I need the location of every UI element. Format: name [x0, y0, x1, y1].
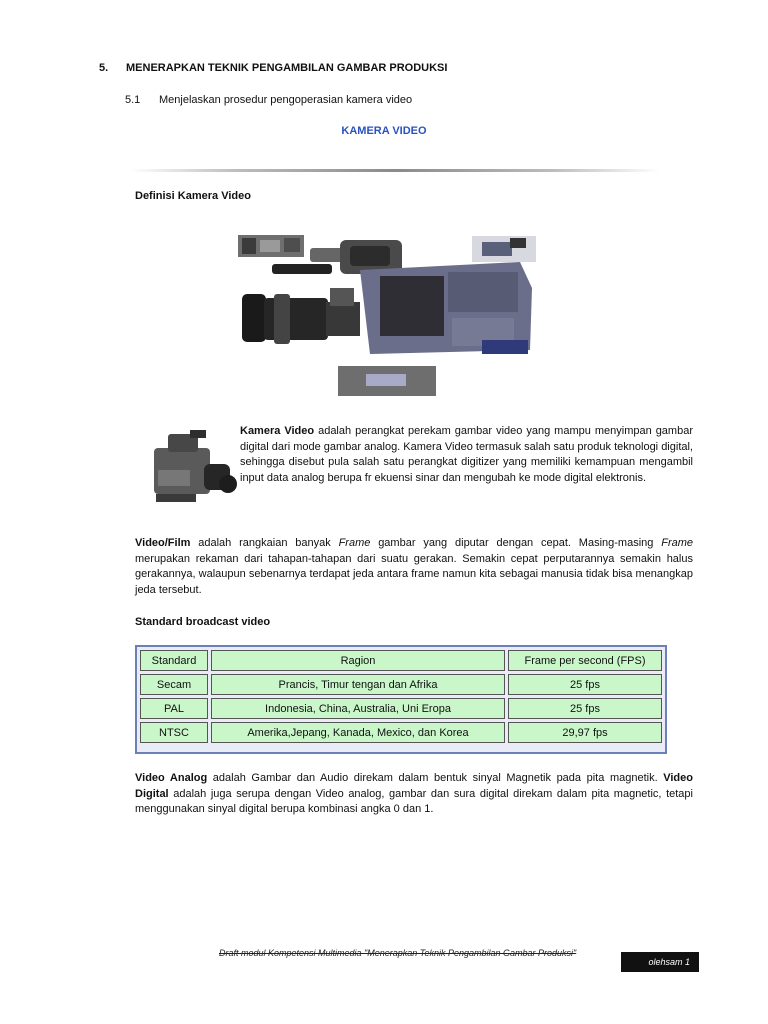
video-film-text-a: adalah rangkaian banyak — [190, 537, 339, 549]
section-heading-text: MENERAPKAN TEKNIK PENGAMBILAN GAMBAR PRODUKSI — [126, 62, 448, 74]
subsection-heading — [125, 94, 412, 106]
footer-author: olehsam 1 — [648, 957, 690, 967]
footer-page-box — [621, 952, 699, 972]
subsection-number: 5.1 — [125, 94, 141, 106]
table-cell: Amerika,Jepang, Kanada, Mexico, dan Korea — [211, 722, 505, 743]
video-analog-digital-paragraph — [135, 771, 693, 818]
table-header-cell: Ragion — [211, 650, 505, 671]
video-digital-term: Video Digital — [135, 772, 693, 800]
kamera-video-term: Kamera Video — [240, 425, 315, 437]
video-film-term: Video/Film — [135, 537, 191, 549]
definition-title: Definisi Kamera Video — [135, 190, 251, 202]
table-header-cell: Standard — [140, 650, 208, 671]
table-cell: 25 fps — [508, 698, 662, 719]
divider — [130, 169, 660, 172]
video-analog-term: Video Analog — [135, 772, 208, 784]
frame-term-2: Frame — [661, 537, 694, 549]
page-title: KAMERA VIDEO — [341, 125, 427, 137]
table-cell: NTSC — [140, 722, 208, 743]
footer-text: Draft modul Kompetensi Multimedia "Menerapkan Teknik Pengambilan Gambar Produksi" — [219, 948, 577, 958]
table-header-cell: Frame per second (FPS) — [508, 650, 662, 671]
frame-term-1: Frame — [338, 537, 371, 549]
kamera-video-paragraph — [240, 424, 693, 486]
table-row — [140, 674, 662, 695]
table-header-row — [140, 650, 662, 671]
video-film-text-c: merupakan rekaman dari tahapan-tahapan dari suatu gerakan. Semakin cepat perputarannya semakin halus gerakannya, walaupun sebenarnya terdapat jeda antara frame namun kita sebagai manusia tidak bisa menangkap jeda tersebut. — [135, 552, 693, 596]
table-cell: Prancis, Timur tengan dan Afrika — [211, 674, 505, 695]
subsection-heading-text: Menjelaskan prosedur pengoperasian kamera video — [159, 94, 413, 106]
broadcast-table — [135, 645, 667, 754]
kamera-video-text: adalah perangkat perekam gambar video yang mampu menyimpan gambar digital dari mode gambar analog. Kamera Video termasuk salah satu produk teknologi digital, sehingga disebut pula salah satu perangkat digitizer yang memiliki kemampuan mengambil input data analog berupa fr ekuensi sinar dan mengubah ke mode digital elektronis. — [240, 425, 693, 484]
table-cell: PAL — [140, 698, 208, 719]
video-film-paragraph — [135, 536, 693, 598]
video-film-text-b: gambar yang diputar dengan cepat. Masing-masing — [370, 537, 662, 549]
table-row — [140, 698, 662, 719]
camera-main-image — [230, 228, 550, 400]
section-number: 5. — [99, 62, 109, 74]
section-heading — [99, 62, 447, 74]
standard-title: Standard broadcast video — [135, 616, 271, 628]
table-row — [140, 722, 662, 743]
video-digital-text: adalah juga serupa dengan Video analog, gambar dan sura digital direkam dalam pita magnetic, tetapi menggunakan sinyal digital berupa kombinasi angka 0 dan 1. — [135, 787, 693, 815]
table-cell: Indonesia, China, Australia, Uni Eropa — [211, 698, 505, 719]
table-cell: 29,97 fps — [508, 722, 662, 743]
table-cell: Secam — [140, 674, 208, 695]
video-analog-text: adalah Gambar dan Audio direkam dalam bentuk sinyal Magnetik pada pita magnetik. — [207, 772, 664, 784]
camera-illustration — [230, 228, 550, 400]
table-cell: 25 fps — [508, 674, 662, 695]
camcorder-illustration — [146, 424, 238, 510]
camera-small-image — [146, 424, 238, 510]
